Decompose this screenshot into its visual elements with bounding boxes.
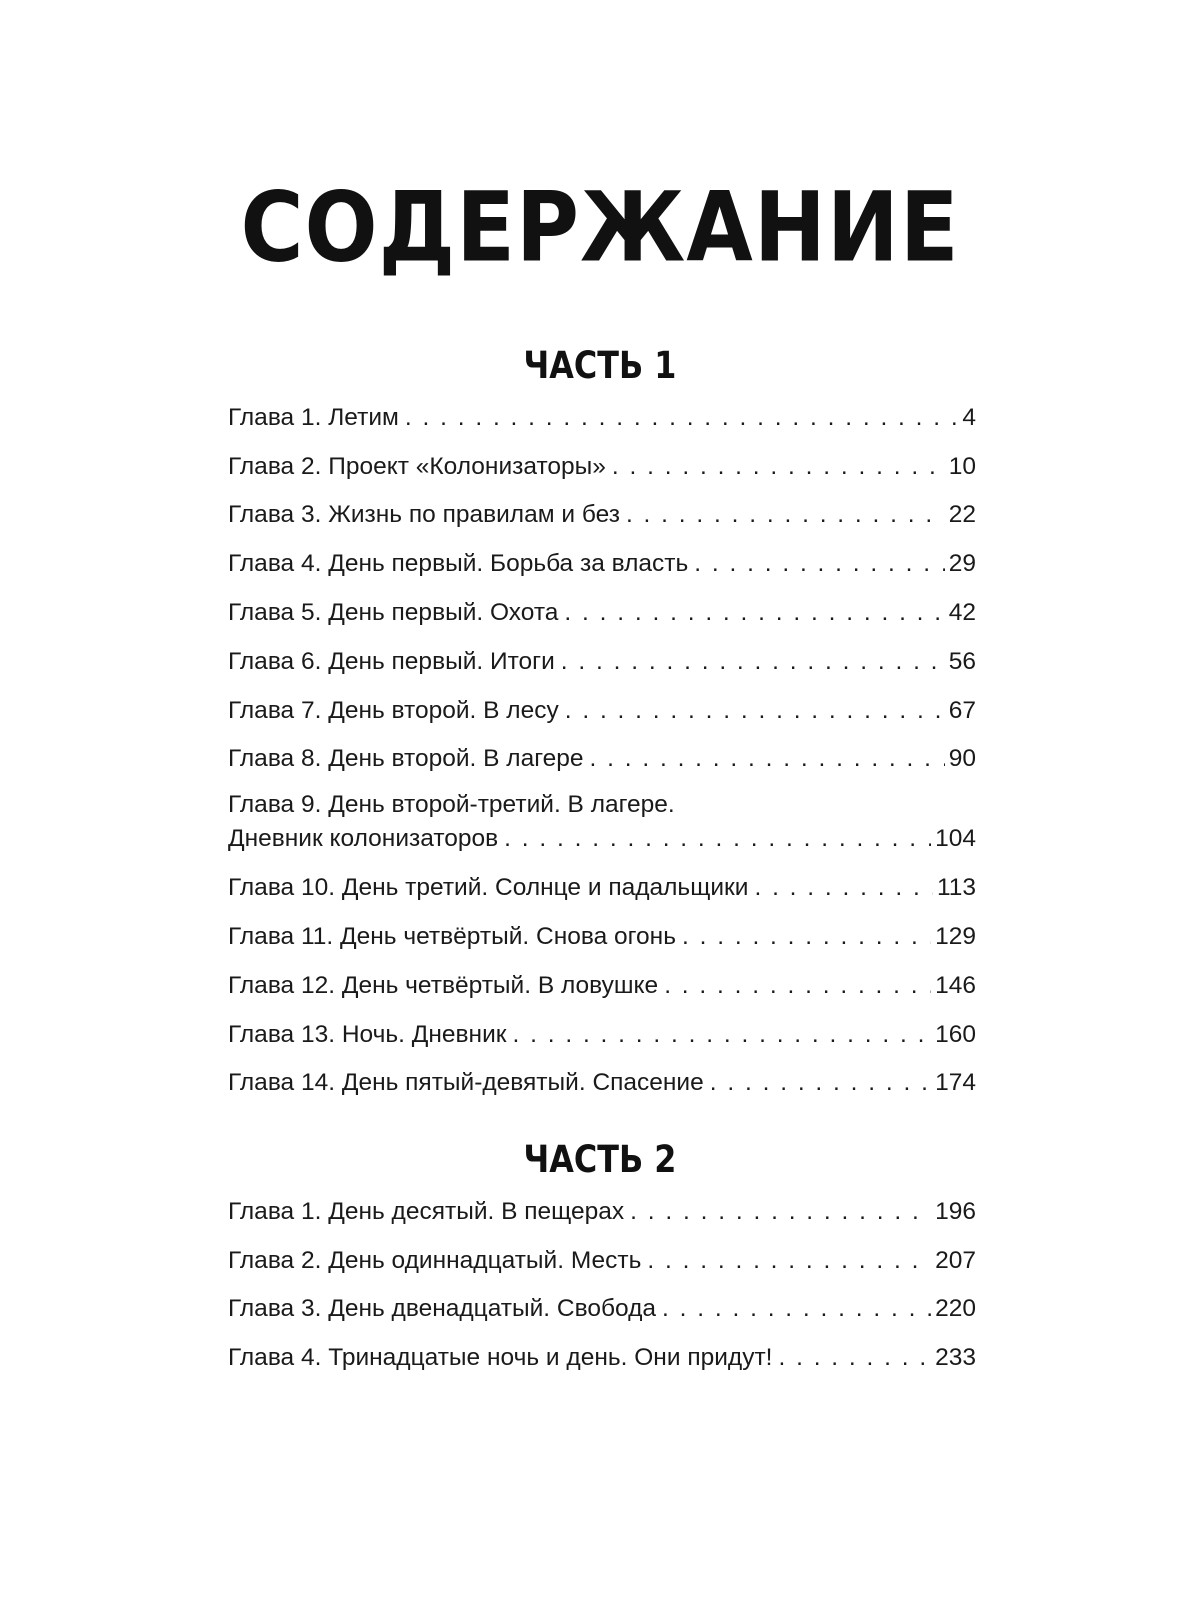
- leader-dots: [620, 500, 945, 530]
- part-2-chapter-list: [228, 1188, 976, 1383]
- leader-dots: [558, 598, 944, 628]
- chapter-title: Глава 14. День пятый-девятый. Спасение: [228, 1069, 704, 1097]
- toc-entry[interactable]: [228, 1237, 976, 1286]
- page-number: 129: [935, 922, 976, 950]
- chapter-title: Глава 5. День первый. Охота: [228, 598, 559, 626]
- chapter-title: Глава 6. День первый. Итоги: [228, 647, 555, 675]
- leader-dots: [676, 922, 931, 952]
- leader-dots: [658, 971, 931, 1001]
- toc-entry[interactable]: [228, 784, 976, 864]
- page-number: 29: [948, 550, 976, 578]
- leader-dots: [555, 647, 945, 677]
- toc-entry[interactable]: [228, 913, 976, 962]
- toc-entry[interactable]: [228, 736, 976, 785]
- chapter-title: Глава 2. День одиннадцатый. Месть: [228, 1246, 642, 1274]
- leader-dots: [641, 1246, 931, 1276]
- chapter-title: Глава 2. Проект «Колонизаторы»: [228, 452, 606, 480]
- chapter-title: Глава 1. День десятый. В пещерах: [228, 1197, 625, 1225]
- part-1-title: ЧАСТЬ 1: [523, 344, 677, 387]
- toc-entry[interactable]: [228, 589, 976, 638]
- chapter-title: Глава 7. День второй. В лесу: [228, 696, 559, 724]
- toc-entry[interactable]: [228, 1011, 976, 1060]
- leader-dots: [656, 1294, 931, 1324]
- leader-dots: [748, 873, 932, 903]
- toc-entry[interactable]: [228, 1188, 976, 1237]
- leader-dots: [399, 403, 958, 433]
- toc-entry[interactable]: [228, 492, 976, 541]
- toc-entry[interactable]: [228, 1286, 976, 1335]
- page-number: 4: [962, 403, 976, 431]
- page-number: 160: [935, 1020, 976, 1048]
- page-number: 220: [935, 1295, 976, 1323]
- page-number: 196: [935, 1197, 976, 1225]
- chapter-title-line-2: Дневник колонизаторов: [228, 825, 499, 853]
- chapter-title: Глава 3. Жизнь по правилам и без: [228, 501, 620, 529]
- leader-dots: [606, 452, 945, 482]
- chapter-title: Глава 12. День четвёртый. В ловушке: [228, 971, 659, 999]
- toc-entry[interactable]: [228, 394, 976, 443]
- toc-entry[interactable]: [228, 1334, 976, 1383]
- page-number: 104: [935, 825, 976, 853]
- chapter-title: Глава 8. День второй. В лагере: [228, 745, 584, 773]
- leader-dots: [584, 744, 945, 774]
- page-number: 207: [935, 1246, 976, 1274]
- leader-dots: [624, 1197, 931, 1227]
- toc-entry[interactable]: [228, 443, 976, 492]
- chapter-title: Глава 1. Летим: [228, 403, 399, 431]
- page-number: 10: [948, 452, 976, 480]
- toc-entry[interactable]: [228, 864, 976, 913]
- part-2-title: ЧАСТЬ 2: [523, 1138, 677, 1181]
- toc-entry[interactable]: [228, 540, 976, 589]
- page-number: 174: [935, 1069, 976, 1097]
- page-number: 56: [948, 647, 976, 675]
- page-number: 113: [936, 874, 976, 902]
- page-number: 233: [935, 1344, 976, 1372]
- leader-dots: [688, 549, 944, 579]
- page-number: 22: [948, 501, 976, 529]
- page-number: 146: [935, 971, 976, 999]
- toc-entry[interactable]: [228, 1060, 976, 1109]
- leader-dots: [498, 824, 931, 854]
- chapter-title: Глава 3. День двенадцатый. Свобода: [228, 1295, 657, 1323]
- page-number: 90: [948, 745, 976, 773]
- chapter-title: Глава 4. Тринадцатые ночь и день. Они придут!: [228, 1344, 773, 1372]
- part-1-chapter-list: [228, 394, 976, 1108]
- leader-dots: [559, 696, 945, 726]
- leader-dots: [704, 1068, 931, 1098]
- page-number: 67: [948, 696, 976, 724]
- page-number: 42: [948, 598, 976, 626]
- toc-entry[interactable]: [228, 687, 976, 736]
- chapter-title: Глава 13. Ночь. Дневник: [228, 1020, 507, 1048]
- toc-entry[interactable]: [228, 962, 976, 1011]
- toc-entry[interactable]: [228, 638, 976, 687]
- leader-dots: [506, 1020, 931, 1050]
- chapter-title: Глава 10. День третий. Солнце и падальщики: [228, 874, 749, 902]
- page-title: СОДЕРЖАНИЕ: [240, 172, 960, 284]
- chapter-title: Глава 11. День четвёртый. Снова огонь: [228, 922, 676, 950]
- leader-dots: [772, 1343, 931, 1373]
- chapter-title-line-1: Глава 9. День второй-третий. В лагере.: [228, 791, 675, 819]
- chapter-title: Глава 4. День первый. Борьба за власть: [228, 550, 689, 578]
